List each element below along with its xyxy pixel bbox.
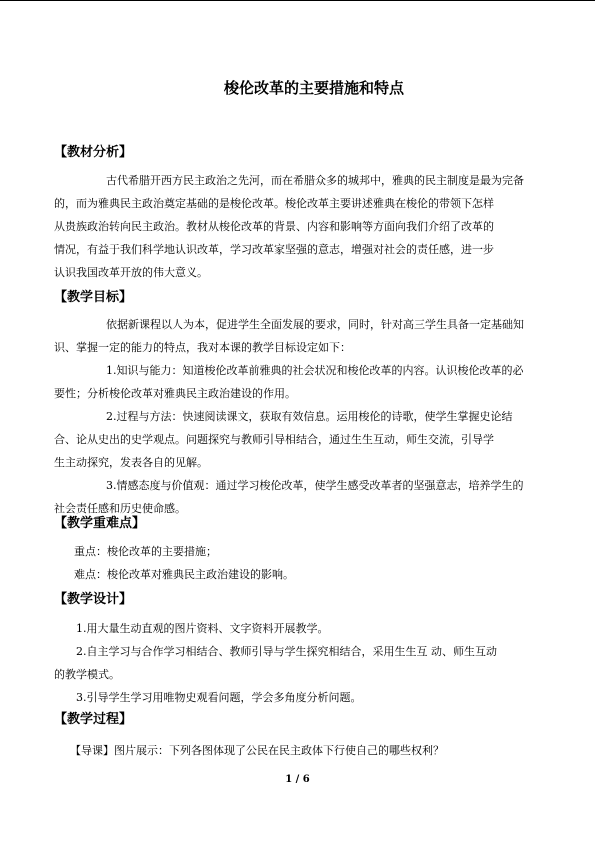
heading-keypoints: 【教学重难点】 <box>54 516 146 531</box>
heading-goals: 【教学目标】 <box>54 290 133 305</box>
paragraph-line: 1.用大量生动直观的图片资料、文字资料开展教学。 <box>76 622 329 635</box>
paragraph-line: 【导课】图片展示：下列各图体现了公民在民主政体下行使自己的哪些权利？ <box>70 744 444 757</box>
paragraph-line: 1.知识与能力：知道梭伦改革前雅典的社会状况和梭伦改革的内容。认识梭伦改革的必 <box>106 364 524 377</box>
heading-design: 【教学设计】 <box>54 592 133 607</box>
paragraph-line: 识、掌握一定的能力的特点，我对本课的教学目标设定如下： <box>54 341 351 354</box>
paragraph-line: 合、论从史出的史学观点。问题探究与教师引导相结合，通过生生互动，师生交流，引导学 <box>54 433 494 446</box>
paragraph-line: 情况，有益于我们科学地认识改革，学习改革家坚强的意志，增强对社会的责任感，进一步 <box>54 243 494 256</box>
paragraph-line: 古代希腊开西方民主政治之先河，而在希腊众多的城邦中，雅典的民主制度是最为完备 <box>106 174 524 187</box>
page-number: 1 / 6 <box>285 774 310 785</box>
paragraph-line: 要性；分析梭伦改革对雅典民主政治建设的作用。 <box>54 387 296 400</box>
paragraph-line: 3.情感态度与价值观：通过学习梭伦改革，使学生感受改革者的坚强意志，培养学生的 <box>106 479 524 492</box>
paragraph-line: 的教学模式。 <box>54 668 120 681</box>
paragraph-line: 社会责任感和历史使命感。 <box>54 502 186 515</box>
paragraph-line: 生主动探究，发表各自的见解。 <box>54 456 208 469</box>
heading-process: 【教学过程】 <box>54 712 133 727</box>
paragraph-line: 依据新课程以人为本，促进学生全面发展的要求，同时，针对高三学生具备一定基础知 <box>106 318 524 331</box>
paragraph-line: 3.引导学生学习用唯物史观看问题，学会多角度分析问题。 <box>76 691 362 704</box>
document-title: 梭伦改革的主要措施和特点 <box>223 79 404 97</box>
heading-analysis: 【教材分析】 <box>54 145 133 160</box>
paragraph-line: 重点：梭伦改革的主要措施； <box>74 545 217 558</box>
paragraph-line: 的，而为雅典民主政治奠定基础的是梭伦改革。梭伦改革主要讲述雅典在梭伦的带领下怎样 <box>54 197 494 210</box>
paragraph-line: 从贵族政治转向民主政治。教材从梭伦改革的背景、内容和影响等方面向我们介绍了改革的 <box>54 220 494 233</box>
paragraph-line: 2.自主学习与合作学习相结合、教师引导与学生探究相结合，采用生生互 动、师生互动 <box>76 645 497 658</box>
top-border-line <box>0 0 595 1</box>
paragraph-line: 难点：梭伦改革对雅典民主政治建设的影响。 <box>74 568 294 581</box>
paragraph-line: 2.过程与方法：快速阅读课文，获取有效信息。运用梭伦的诗歌，使学生掌握史论结 <box>106 410 513 423</box>
paragraph-line: 认识我国改革开放的伟大意义。 <box>54 266 208 279</box>
